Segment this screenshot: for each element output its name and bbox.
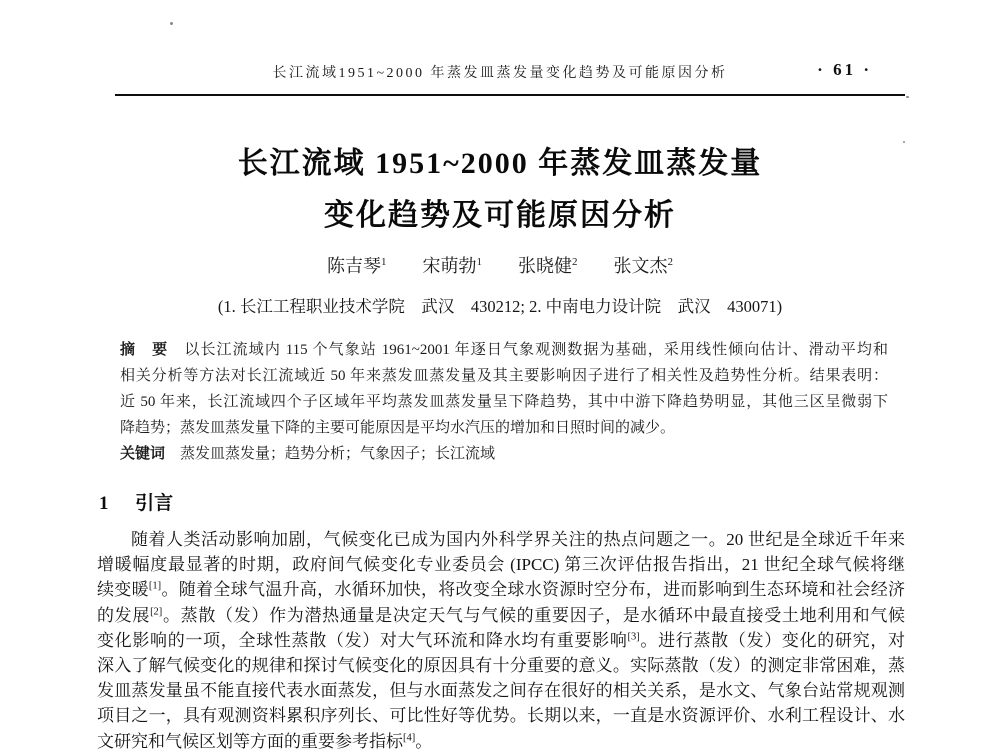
text-segment: 续变暖 bbox=[97, 580, 149, 600]
reference-superscript: 2 bbox=[667, 256, 673, 268]
text-segment: 随着人类活动影响加剧，气候变化已成为国内外科学界关注的热点问题之一。20 世纪是全球近千年来 bbox=[131, 530, 905, 549]
text-segment: 文研究和气候区划等方面的重要参考指标 bbox=[97, 731, 403, 751]
text-segment: 发皿蒸发量虽不能直接代表水面蒸发，但与水面蒸发之间存在很好的相关关系，是水文、气象台站常规观测 bbox=[97, 681, 905, 701]
text-segment: 张文杰 bbox=[577, 256, 668, 276]
section-number: 1 bbox=[99, 493, 109, 514]
text-segment: 增暖幅度最显著的时期，政府间气候变化专业委员会 (IPCC) 第三次评估报告指出，21 世纪全球气候将继 bbox=[97, 555, 905, 575]
text-line bbox=[97, 729, 905, 754]
text-line bbox=[97, 527, 905, 552]
text-segment: 蒸发皿蒸发量；趋势分析；气象因子；长江流域 bbox=[165, 446, 496, 462]
text-segment: 宋萌勃 bbox=[386, 256, 477, 276]
running-header bbox=[0, 0, 1000, 84]
text-line bbox=[97, 703, 905, 728]
text-line bbox=[120, 389, 888, 415]
paper-title-line-1: 长江流域 1951~2000 年蒸发皿蒸发量 bbox=[237, 147, 763, 180]
text-line bbox=[120, 415, 888, 441]
text-segment: 的发展 bbox=[97, 605, 151, 625]
header-rule bbox=[115, 94, 905, 96]
section-heading bbox=[99, 488, 1000, 515]
text-segment: 降趋势；蒸发皿蒸发量下降的主要可能原因是平均水汽压的增加和日照时间的减少。 bbox=[120, 420, 676, 436]
intro-paragraph bbox=[97, 527, 905, 754]
reference-superscript: [1] bbox=[148, 580, 162, 592]
text-segment: 。随着全球气温升高，水循环加快，将改变全球水资源时空分布，进而影响到生态环境和社会经济 bbox=[161, 580, 906, 600]
text-line bbox=[97, 628, 905, 653]
scan-speckle bbox=[903, 141, 905, 143]
text-segment: 陈吉琴 bbox=[327, 256, 381, 276]
reference-superscript: [4] bbox=[403, 731, 416, 743]
text-segment: 。蒸散（发）作为潜热通量是决定天气与气候的重要因子，是水循环中最直接受土地利用和气候 bbox=[162, 605, 906, 625]
text-line bbox=[0, 252, 1000, 280]
affiliation: (1. 长江工程职业技术学院 武汉 430212; 2. 中南电力设计院 武汉 430071) bbox=[217, 297, 783, 316]
scan-speckle bbox=[906, 96, 909, 98]
text-segment: 。 bbox=[415, 731, 433, 751]
reference-superscript: [3] bbox=[627, 631, 640, 643]
reference-superscript: 1 bbox=[476, 256, 482, 268]
text-segment: 近 50 年来，长江流域四个子区域年平均蒸发皿蒸发量呈下降趋势，其中中游下降趋势明显，其他三区呈微弱下 bbox=[120, 394, 888, 410]
text-line bbox=[120, 441, 888, 467]
paper-title-line-2: 变化趋势及可能原因分析 bbox=[324, 199, 676, 232]
text-line bbox=[97, 678, 905, 703]
text-line bbox=[97, 653, 905, 678]
text-segment: 深入了解气候变化的规律和探讨气候变化的原因具有十分重要的意义。实际蒸散（发）的测定非常困难，蒸 bbox=[97, 656, 905, 676]
reference-superscript: 2 bbox=[572, 256, 578, 268]
page-number: · 61 · bbox=[817, 60, 872, 79]
text-line bbox=[97, 577, 905, 602]
text-segment: 。进行蒸散（发）变化的研究，对 bbox=[639, 630, 905, 650]
text-line bbox=[97, 603, 905, 628]
paper-title bbox=[0, 138, 1000, 242]
text-line bbox=[120, 337, 888, 363]
abstract-block bbox=[120, 337, 888, 467]
text-segment: 关键词 bbox=[120, 446, 166, 462]
reference-superscript: [2] bbox=[150, 605, 163, 617]
text-segment: 相关分析等方法对长江流域近 50 年来蒸发皿蒸发量及其主要影响因子进行了相关性及趋势性分析。结果表明： bbox=[120, 368, 888, 384]
text-segment: 摘 要 bbox=[120, 342, 169, 358]
text-segment: 项目之一，具有观测资料累积序列长、可比性好等优势。长期以来，一直是水资源评价、水利工程设计、水 bbox=[97, 706, 905, 726]
section-title: 引言 bbox=[135, 493, 174, 514]
reference-superscript: 1 bbox=[381, 256, 387, 268]
text-segment: 以长江流域内 115 个气象站 1961~2001 年逐日气象观测数据为基础，采用线性倾向估计、滑动平均和 bbox=[168, 342, 888, 358]
text-segment: 变化影响的一项，全球性蒸散（发）对大气环流和降水均有重要影响 bbox=[97, 630, 628, 650]
running-title: 长江流域1951~2000 年蒸发皿蒸发量变化趋势及可能原因分析 bbox=[272, 66, 728, 81]
text-line bbox=[120, 363, 888, 389]
authors-line bbox=[0, 252, 1000, 280]
text-segment: 张晓健 bbox=[482, 256, 572, 276]
text-line bbox=[97, 552, 905, 577]
